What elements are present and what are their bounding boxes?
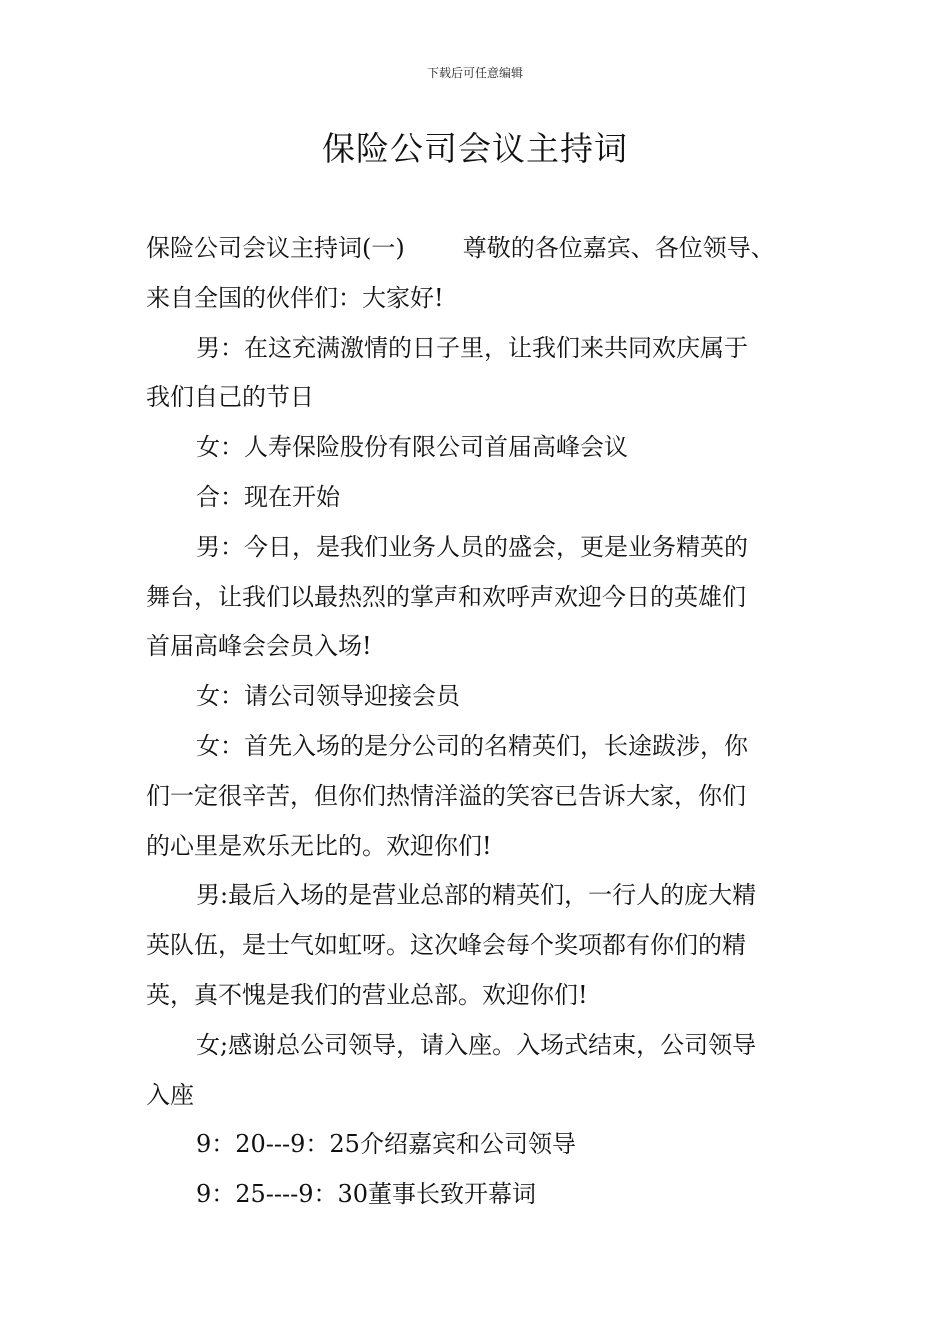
- intro-line-1: [146, 224, 814, 274]
- intro-line-2: 来自全国的伙伴们：大家好!: [146, 283, 444, 312]
- paragraph-line: 女：人寿保险股份有限公司首届高峰会议: [196, 433, 628, 462]
- paragraph-p7: [146, 871, 814, 1020]
- paragraph-line: 9：25----9：30董事长致开幕词: [196, 1180, 537, 1209]
- paragraph-p5: [146, 672, 814, 722]
- intro-heading: 保险公司会议主持词(一): [146, 234, 405, 262]
- paragraph-p2: [146, 423, 814, 473]
- paragraph-line: 舞台，让我们以最热烈的掌声和欢呼声欢迎今日的英雄们: [146, 582, 746, 611]
- paragraph-line: 的心里是欢乐无比的。欢迎你们!: [146, 831, 492, 860]
- paragraph-line: 合：现在开始: [196, 482, 340, 511]
- paragraph-line: 男:最后入场的是营业总部的精英们，一行人的庞大精: [196, 881, 757, 910]
- paragraph-line: 9：20---9：25介绍嘉宾和公司领导: [196, 1130, 576, 1159]
- paragraph-p4: [146, 523, 814, 672]
- paragraph-p3: [146, 473, 814, 523]
- paragraph-line: 英队伍，是士气如虹呀。这次峰会每个奖项都有你们的精: [146, 931, 746, 960]
- paragraph-p6: [146, 722, 814, 871]
- header-note: 下载后可任意编辑: [426, 66, 523, 80]
- document-body: [146, 224, 814, 1220]
- paragraph-line: 女;感谢总公司领导，请入座。入场式结束，公司领导: [196, 1030, 757, 1059]
- paragraph-line: 女：请公司领导迎接会员: [196, 682, 460, 711]
- document-title: 保险公司会议主持词: [322, 129, 628, 168]
- paragraph-line: 首届高峰会会员入场!: [146, 632, 372, 661]
- intro-greeting: 尊敬的各位嘉宾、各位领导、: [462, 234, 775, 262]
- paragraph-p1: [146, 324, 814, 424]
- paragraph-line: 我们自己的节日: [146, 383, 314, 412]
- paragraph-line: 男：今日，是我们业务人员的盛会，更是业务精英的: [196, 532, 748, 561]
- paragraph-p8: [146, 1021, 814, 1121]
- paragraph-line: 英，真不愧是我们的营业总部。欢迎你们!: [146, 980, 588, 1009]
- paragraph-line: 入座: [146, 1080, 194, 1109]
- paragraph-line: 男：在这充满激情的日子里，让我们来共同欢庆属于: [196, 333, 748, 362]
- intro-paragraph: [146, 224, 814, 324]
- paragraph-line: 女：首先入场的是分公司的名精英们，长途跋涉，你: [196, 731, 748, 760]
- paragraph-line: 们一定很辛苦，但你们热情洋溢的笑容已告诉大家，你们: [146, 781, 746, 810]
- paragraph-p9: [146, 1120, 814, 1170]
- paragraph-p10: [146, 1170, 814, 1220]
